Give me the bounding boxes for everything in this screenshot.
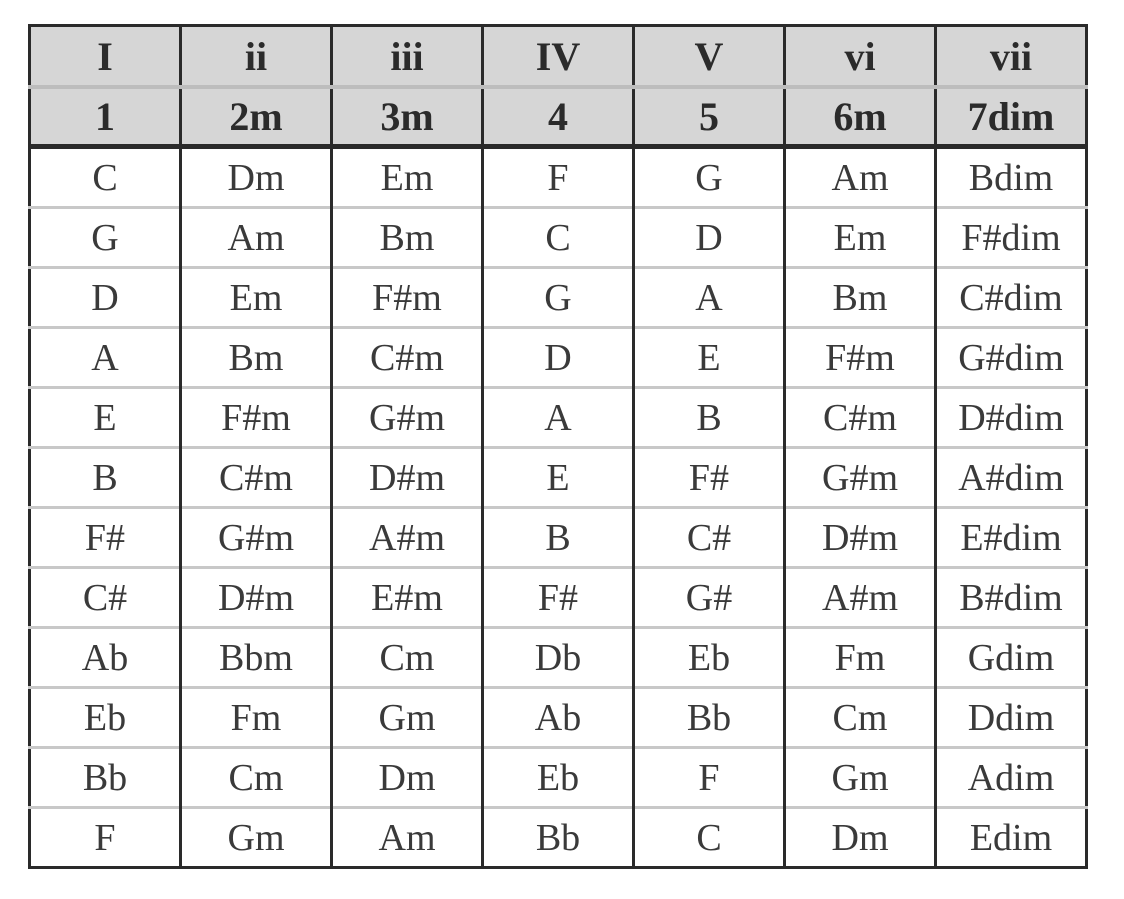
table-row: [30, 448, 1087, 508]
chord-cell: Bm: [181, 328, 332, 388]
number-header-cell: 6m: [785, 87, 936, 147]
chord-cell: B#dim: [936, 568, 1087, 628]
chord-cell: E: [634, 328, 785, 388]
table-header: [30, 26, 1087, 147]
chord-cell: Gdim: [936, 628, 1087, 688]
chord-cell: Eb: [634, 628, 785, 688]
chord-cell: D#m: [181, 568, 332, 628]
roman-header-cell: iii: [332, 26, 483, 88]
chord-cell: Cm: [181, 748, 332, 808]
chord-cell: Dm: [181, 147, 332, 208]
chord-cell: Bbm: [181, 628, 332, 688]
table-row: [30, 628, 1087, 688]
roman-header-cell: ii: [181, 26, 332, 88]
roman-header-cell: V: [634, 26, 785, 88]
chord-cell: Ab: [483, 688, 634, 748]
roman-header-cell: I: [30, 26, 181, 88]
chord-cell: A: [634, 268, 785, 328]
chord-cell: E#dim: [936, 508, 1087, 568]
table-row: [30, 748, 1087, 808]
chord-cell: Gm: [332, 688, 483, 748]
chord-cell: E#m: [332, 568, 483, 628]
chord-cell: Ddim: [936, 688, 1087, 748]
chord-cell: D: [634, 208, 785, 268]
chord-cell: C#m: [181, 448, 332, 508]
chord-cell: G: [30, 208, 181, 268]
chord-cell: F: [634, 748, 785, 808]
chord-cell: F: [30, 808, 181, 868]
chord-cell: F#m: [785, 328, 936, 388]
chord-cell: G#dim: [936, 328, 1087, 388]
chord-cell: Bb: [30, 748, 181, 808]
chord-cell: E: [483, 448, 634, 508]
chord-cell: F#dim: [936, 208, 1087, 268]
chord-cell: C#: [30, 568, 181, 628]
chord-cell: Bm: [785, 268, 936, 328]
chord-cell: D#dim: [936, 388, 1087, 448]
table-row: [30, 208, 1087, 268]
chord-cell: Db: [483, 628, 634, 688]
chord-cell: Am: [181, 208, 332, 268]
chord-cell: Adim: [936, 748, 1087, 808]
chord-cell: Cm: [332, 628, 483, 688]
chord-cell: Dm: [332, 748, 483, 808]
table-row: [30, 508, 1087, 568]
chord-cell: A#m: [785, 568, 936, 628]
roman-header-cell: IV: [483, 26, 634, 88]
chord-cell: G: [483, 268, 634, 328]
chord-cell: A: [30, 328, 181, 388]
chord-cell: B: [30, 448, 181, 508]
chord-cell: Em: [332, 147, 483, 208]
chord-cell: C#m: [785, 388, 936, 448]
chord-progression-table: [28, 24, 1088, 869]
chord-cell: C: [30, 147, 181, 208]
chord-cell: C#dim: [936, 268, 1087, 328]
chord-cell: Bdim: [936, 147, 1087, 208]
chord-cell: F#: [483, 568, 634, 628]
chord-cell: F#m: [332, 268, 483, 328]
chord-cell: C: [483, 208, 634, 268]
chord-cell: E: [30, 388, 181, 448]
chord-cell: C#: [634, 508, 785, 568]
chord-cell: B: [634, 388, 785, 448]
chord-cell: C#m: [332, 328, 483, 388]
chord-cell: Bb: [483, 808, 634, 868]
chord-cell: Em: [785, 208, 936, 268]
chord-cell: D#m: [785, 508, 936, 568]
number-header-cell: 4: [483, 87, 634, 147]
chord-cell: A#m: [332, 508, 483, 568]
chord-cell: Am: [332, 808, 483, 868]
chord-cell: F: [483, 147, 634, 208]
number-header-cell: 5: [634, 87, 785, 147]
chord-cell: B: [483, 508, 634, 568]
chord-cell: Gm: [181, 808, 332, 868]
number-header-cell: 2m: [181, 87, 332, 147]
chord-cell: Em: [181, 268, 332, 328]
chord-cell: Fm: [785, 628, 936, 688]
roman-header-cell: vii: [936, 26, 1087, 88]
chord-cell: G#: [634, 568, 785, 628]
chord-cell: Am: [785, 147, 936, 208]
chord-cell: D: [483, 328, 634, 388]
chord-cell: Dm: [785, 808, 936, 868]
chord-cell: Edim: [936, 808, 1087, 868]
chord-cell: Cm: [785, 688, 936, 748]
table-body: [30, 147, 1087, 868]
number-header-row: [30, 87, 1087, 147]
chord-cell: Eb: [483, 748, 634, 808]
chord-cell: F#: [30, 508, 181, 568]
chord-cell: A: [483, 388, 634, 448]
chord-cell: G#m: [785, 448, 936, 508]
chord-cell: G#m: [181, 508, 332, 568]
table-row: [30, 388, 1087, 448]
chord-cell: Gm: [785, 748, 936, 808]
chord-cell: A#dim: [936, 448, 1087, 508]
chord-cell: Bb: [634, 688, 785, 748]
table-row: [30, 147, 1087, 208]
chord-cell: D: [30, 268, 181, 328]
chord-cell: G: [634, 147, 785, 208]
chord-cell: Bm: [332, 208, 483, 268]
number-header-cell: 3m: [332, 87, 483, 147]
chord-cell: G#m: [332, 388, 483, 448]
table-row: [30, 808, 1087, 868]
chord-cell: Eb: [30, 688, 181, 748]
table-row: [30, 568, 1087, 628]
number-header-cell: 7dim: [936, 87, 1087, 147]
roman-header-cell: vi: [785, 26, 936, 88]
chord-cell: Fm: [181, 688, 332, 748]
chord-cell: Ab: [30, 628, 181, 688]
table-row: [30, 268, 1087, 328]
number-header-cell: 1: [30, 87, 181, 147]
chord-cell: D#m: [332, 448, 483, 508]
table-row: [30, 328, 1087, 388]
roman-numeral-header-row: [30, 26, 1087, 88]
table-row: [30, 688, 1087, 748]
chord-cell: C: [634, 808, 785, 868]
chord-cell: F#m: [181, 388, 332, 448]
chord-cell: F#: [634, 448, 785, 508]
